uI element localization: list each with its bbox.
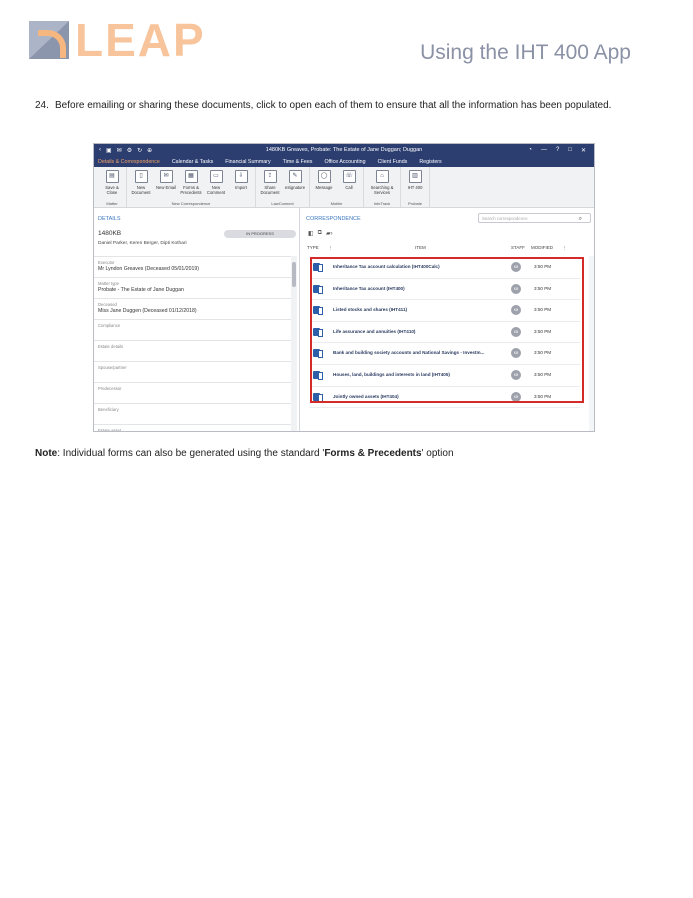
- field-matter-type[interactable]: Matter type Probate - The Estate of Jane Duggan: [94, 277, 291, 298]
- save-close-button[interactable]: ▤ Save & Close: [101, 170, 123, 195]
- message-icon: ◯: [318, 170, 331, 183]
- close-icon[interactable]: ✕: [580, 147, 586, 154]
- column-modified[interactable]: MODIFIED: [531, 245, 553, 250]
- word-document-icon: [313, 263, 320, 271]
- avatar: KB: [511, 370, 521, 380]
- table-row[interactable]: Life assurance and annuities (IHT410) KB 3:50 PM: [310, 322, 580, 344]
- share-icon: ⇪: [264, 170, 277, 183]
- tab-registers[interactable]: Registers: [419, 158, 442, 165]
- message-button[interactable]: ◯ Message: [313, 170, 335, 190]
- minimize-icon[interactable]: —: [541, 146, 547, 153]
- restore-icon[interactable]: □: [568, 146, 572, 153]
- home-search-icon: ⌂: [376, 170, 389, 183]
- logo-text: LEAP: [75, 14, 206, 66]
- matter-staff: Daniel Parker, Keren Berger, Dipti Kothari: [98, 241, 187, 246]
- phone-icon: ☏: [343, 170, 356, 183]
- back-icon[interactable]: ‹: [99, 146, 101, 153]
- bell-icon[interactable]: ◔: [528, 146, 532, 153]
- refresh-icon[interactable]: ↻: [137, 147, 143, 154]
- field-executor[interactable]: Executor Mr Lyndon Greaves (Deceased 05/01/2019): [94, 256, 291, 277]
- ribbon-group-new-correspondence: ▯ New Document ✉ New Email ▦ Forms & Precedents ▭ New Comment ⇩ Import New Correspondence: [127, 167, 256, 207]
- import-button[interactable]: ⇩ Import: [230, 170, 252, 190]
- column-staff[interactable]: STAFF: [511, 245, 525, 250]
- field-predecessor[interactable]: Predecessor: [94, 382, 291, 403]
- field-estate-asset[interactable]: Estate asset: [94, 424, 291, 432]
- settings-icon[interactable]: ⚙: [126, 147, 133, 154]
- correspondence-scrollbar[interactable]: [589, 256, 594, 431]
- instruction-step: [35, 98, 635, 113]
- column-menu-icon[interactable]: ⋮: [328, 245, 333, 250]
- table-row[interactable]: Listed stocks and shares (IHT411) KB 3:50 PM: [310, 300, 580, 322]
- esignature-button[interactable]: ✎ eSignature: [284, 170, 306, 190]
- note-label: Note: [35, 448, 58, 459]
- details-scrollbar[interactable]: [291, 256, 297, 431]
- step-text: Before emailing or sharing these documents, click to open each of them to ensure that all the information has been populated.: [55, 100, 612, 111]
- note-bold-text: Forms & Precedents: [324, 448, 422, 459]
- window-titlebar: [94, 144, 594, 156]
- field-estate-details[interactable]: Estate details: [94, 340, 291, 361]
- field-spouse-partner[interactable]: Spouse/partner: [94, 361, 291, 382]
- iht400-icon: ▥: [409, 170, 422, 183]
- step-number: 24.: [35, 100, 49, 111]
- table-row[interactable]: Houses, land, buildings and interests in land (IHT405) KB 3:50 PM: [310, 365, 580, 387]
- call-button[interactable]: ☏ Call: [338, 170, 360, 190]
- avatar: KB: [511, 305, 521, 315]
- folder-open-icon[interactable]: ▰›: [325, 231, 333, 237]
- forms-precedents-button[interactable]: ▦ Forms & Precedents: [180, 170, 202, 195]
- tab-financial-summary[interactable]: Financial Summary: [225, 158, 271, 165]
- tab-client-funds[interactable]: Client Funds: [377, 158, 408, 165]
- share-document-button[interactable]: ⇪ Share Document: [259, 170, 281, 195]
- word-document-icon: [313, 306, 320, 314]
- new-document-button[interactable]: ▯ New Document: [130, 170, 152, 195]
- word-document-icon: [313, 393, 320, 401]
- email-icon: ✉: [160, 170, 173, 183]
- ribbon-group-infotrack: ⌂ Searching & Services InfoTrack: [364, 167, 401, 207]
- field-compliance[interactable]: Compliance: [94, 319, 291, 340]
- avatar: KB: [511, 327, 521, 337]
- details-pane: [94, 208, 300, 431]
- ribbon-group-mobile: ◯ Message ☏ Call Mobile: [310, 167, 364, 207]
- ribbon-toolbar: [94, 167, 594, 208]
- link-icon[interactable]: ⊕: [147, 147, 153, 154]
- column-item[interactable]: ITEM: [415, 245, 426, 250]
- signature-icon: ✎: [289, 170, 302, 183]
- window-title: 1480KB Greaves, Probate: The Estate of Jane Duggan; Duggan: [265, 147, 423, 153]
- comment-icon: ▭: [210, 170, 223, 183]
- ribbon-group-matter: ▤ Save & Close Matter: [98, 167, 127, 207]
- new-email-button[interactable]: ✉ New Email: [155, 170, 177, 190]
- main-menu: [94, 156, 594, 167]
- word-document-icon: [313, 371, 320, 379]
- note-text-after: ' option: [421, 448, 454, 459]
- document-title: Using the IHT 400 App: [420, 41, 631, 64]
- table-row[interactable]: Jointly owned assets (IHT404) KB 3:50 PM: [310, 387, 580, 409]
- tab-details-correspondence[interactable]: Details & Correspondence: [98, 158, 160, 165]
- column-type[interactable]: TYPE: [307, 245, 319, 250]
- status-badge[interactable]: IN PROGRESS: [224, 230, 296, 238]
- save-icon: ▤: [106, 170, 119, 183]
- field-beneficiary[interactable]: Beneficiary: [94, 403, 291, 424]
- tab-time-fees[interactable]: Time & Fees: [282, 158, 313, 165]
- note-paragraph: [35, 448, 454, 459]
- details-fields: [94, 256, 291, 432]
- grid-view-icon[interactable]: ◧: [308, 231, 314, 237]
- matter-code: 1480KB: [98, 230, 122, 237]
- tab-calendar-tasks[interactable]: Calendar & Tasks: [171, 158, 214, 165]
- avatar: KB: [511, 262, 521, 272]
- avatar: KB: [511, 284, 521, 294]
- forms-icon: ▦: [185, 170, 198, 183]
- leap-app-window: [93, 143, 595, 432]
- avatar: KB: [511, 348, 521, 358]
- correspondence-table-header: [300, 242, 589, 252]
- table-row[interactable]: Inheritance Tax account calculation (IHT400Calc) KB 3:50 PM: [310, 257, 580, 279]
- more-options-icon[interactable]: ⋮: [562, 245, 567, 250]
- correspondence-search-input[interactable]: Search correspondence ⌕: [478, 213, 591, 223]
- leap-logo: [29, 14, 206, 66]
- copy-icon[interactable]: ⧉: [317, 230, 322, 236]
- new-comment-button[interactable]: ▭ New Comment: [205, 170, 227, 195]
- ribbon-group-probate: ▥ IHT 400 Probate: [401, 167, 430, 207]
- correspondence-pane: [300, 208, 594, 431]
- leap-logo-mark: [29, 21, 69, 59]
- correspondence-toolbar: [308, 230, 333, 237]
- details-heading: DETAILS: [98, 216, 121, 222]
- iht400-button[interactable]: ▥ IHT 400: [404, 170, 426, 190]
- correspondence-list: [310, 257, 580, 408]
- help-icon[interactable]: ?: [556, 146, 560, 153]
- field-deceased[interactable]: Deceased Miss Jane Duggen (Deceased 01/12/2018): [94, 298, 291, 319]
- document-icon: ▯: [135, 170, 148, 183]
- correspondence-heading: CORRESPONDENCE: [306, 216, 361, 222]
- note-text-before: : Individual forms can also be generated using the standard ': [57, 448, 325, 459]
- mail-icon[interactable]: ✉: [116, 147, 122, 154]
- word-document-icon: [313, 285, 320, 293]
- import-icon: ⇩: [235, 170, 248, 183]
- folder-icon[interactable]: ▣: [106, 147, 112, 154]
- avatar: KB: [511, 392, 521, 402]
- search-icon[interactable]: ⌕: [578, 216, 582, 222]
- ribbon-group-lawconnect: ⇪ Share Document ✎ eSignature LawConnect: [256, 167, 310, 207]
- tab-office-accounting[interactable]: Office Accounting: [324, 158, 366, 165]
- searching-services-button[interactable]: ⌂ Searching & Services: [367, 170, 397, 195]
- table-row[interactable]: Bank and building society accounts and National Savings - Investm... KB 3:50 PM: [310, 343, 580, 365]
- word-document-icon: [313, 349, 320, 357]
- word-document-icon: [313, 328, 320, 336]
- table-row[interactable]: Inheritance Tax account (IHT400) KB 3:50 PM: [310, 279, 580, 301]
